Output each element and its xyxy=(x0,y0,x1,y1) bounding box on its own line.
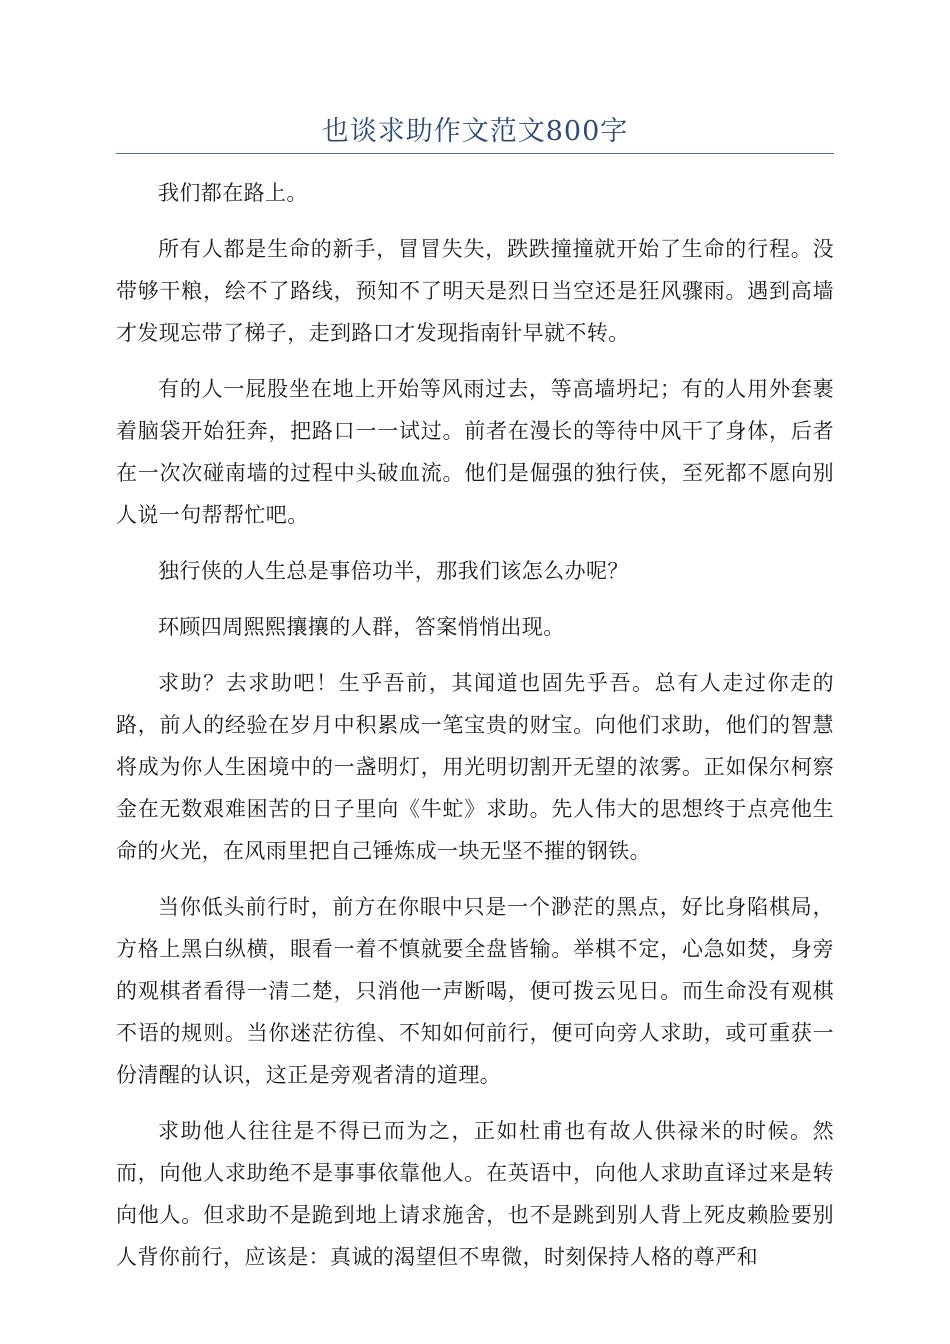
paragraph: 当你低头前行时，前方在你眼中只是一个渺茫的黑点，好比身陷棋局，方格上黑白纵横，眼看一着不慎就要全盘皆输。举棋不定，心急如焚，身旁的观棋者看得一清二楚，只消他一声断喝，便可拨云见日。而生命没有观棋不语的规则。当你迷茫彷徨、不知如何前行，便可向旁人求助，或可重获一份清醒的认识，这正是旁观者清的道理。 xyxy=(116,895,834,1087)
document-body xyxy=(116,172,834,1292)
paragraph: 环顾四周熙熙攘攘的人群，答案悄悄出现。 xyxy=(158,615,565,639)
paragraph: 有的人一屁股坐在地上开始等风雨过去，等高墙坍圮；有的人用外套裹着脑袋开始狂奔，把路口一一试过。前者在漫长的等待中风干了身体，后者在一次次碰南墙的过程中头破血流。他们是倔强的独行侠，至死都不愿向别人说一句帮帮忙吧。 xyxy=(116,377,834,527)
title-underline xyxy=(116,153,834,154)
paragraph: 所有人都是生命的新手，冒冒失失，跌跌撞撞就开始了生命的行程。没带够干粮，绘不了路线，预知不了明天是烈日当空还是狂风骤雨。遇到高墙才发现忘带了梯子，走到路口才发现指南针早就不转。 xyxy=(116,237,834,345)
document-title: 也谈求助作文范文800字 xyxy=(321,116,629,147)
paragraph: 求助？去求助吧！生乎吾前，其闻道也固先乎吾。总有人走过你走的路，前人的经验在岁月中积累成一笔宝贵的财宝。向他们求助，他们的智慧将成为你人生困境中的一盏明灯，用光明切割开无望的浓雾。正如保尔柯察金在无数艰难困苦的日子里向《牛虻》求助。先人伟大的思想终于点亮他生命的火光，在风雨里把自己锤炼成一块无坚不摧的钢铁。 xyxy=(116,671,834,863)
paragraph: 求助他人往往是不得已而为之，正如杜甫也有故人供禄米的时候。然而，向他人求助绝不是事事依靠他人。在英语中，向他人求助直译过来是转向他人。但求助不是跪到地上请求施舍，也不是跳到别人背上死皮赖脸要别人背你前行，应该是：真诚的渴望但不卑微，时刻保持人格的尊严和 xyxy=(116,1119,834,1269)
paragraph: 我们都在路上。 xyxy=(158,181,308,205)
paragraph: 独行侠的人生总是事倍功半，那我们该怎么办呢？ xyxy=(158,559,629,583)
